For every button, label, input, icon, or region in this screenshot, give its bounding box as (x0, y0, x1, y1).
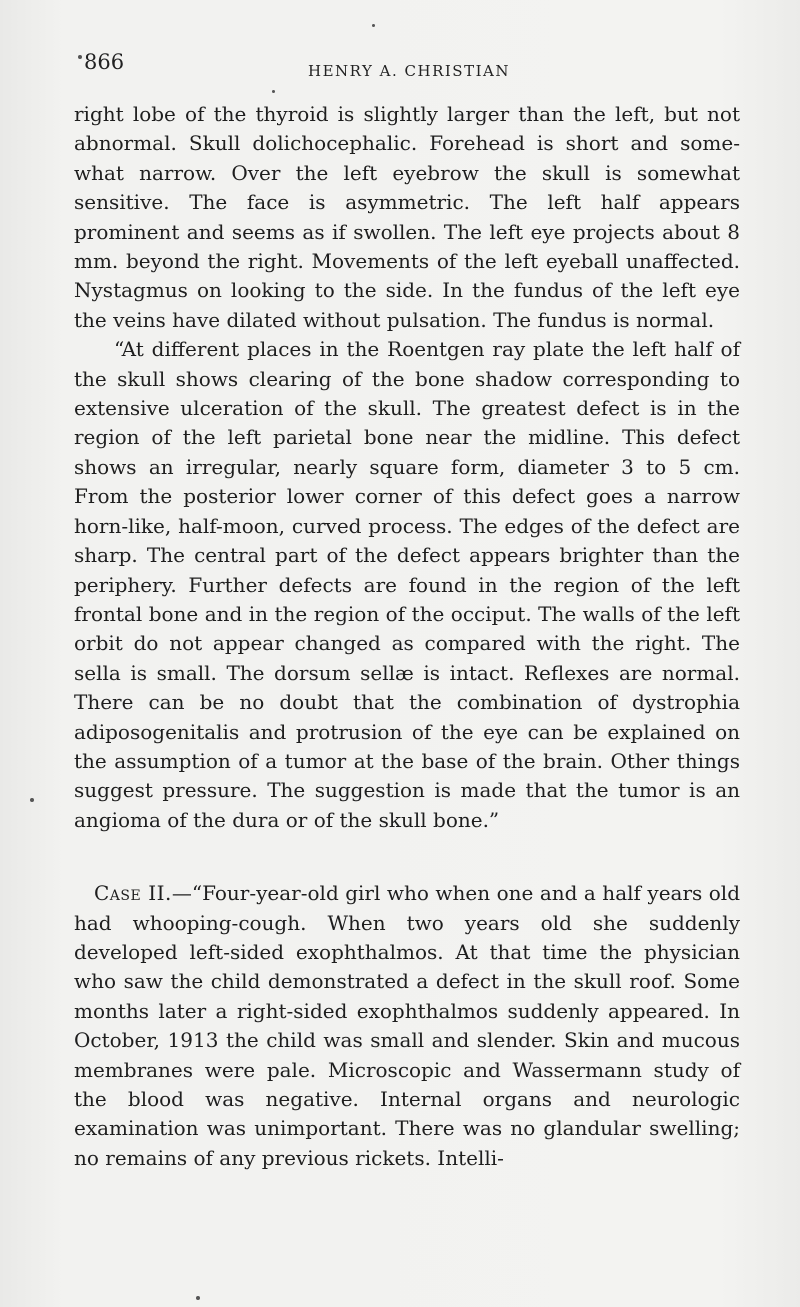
case-label: Case II. (94, 881, 172, 906)
case-paragraph (74, 879, 740, 1173)
ink-speck (30, 798, 34, 802)
page-header (70, 50, 750, 80)
running-head: HENRY A. CHRISTIAN (308, 62, 510, 80)
ink-speck (372, 24, 375, 27)
ink-speck (196, 1296, 200, 1300)
case-text: —“Four-year-old girl who when one and a half years old had whooping-cough. When two years old she suddenly developed left-sided exophthalmos. At that time the physician who saw the child demonstrated a defect in the skull roof. Some months later a right-sided exophthalmos suddenly appeared. In October, 1913 the child was small and slender. Skin and mucous membranes were pale. Microscopic and Wassermann study of the blood was negative. Internal organs and neurologic examination was unimportant. There was no glandular swelling; no remains of any previous rickets. Intelli- (74, 881, 740, 1170)
ink-speck (272, 90, 275, 93)
paragraph: right lobe of the thyroid is slightly larger than the left, but not abnormal. Skull dolichocephalic. Forehead is short and somewhat narrow. Over the left eyebrow the skull is somewhat sensitive. The face is asymmetric. The left half appears prominent and seems as if swollen. The left eye projects about 8 mm. beyond the right. Movements of the left eyeball unaffected. Nystagmus on looking to the side. In the fundus of the left eye the veins have dilated without pulsation. The fundus is normal. (74, 102, 740, 332)
paragraph: “At different places in the Roentgen ray plate the left half of the skull shows clearing of the bone shadow corresponding to extensive ulceration of the skull. The greatest defect is in the region of the left parietal bone near the midline. This defect shows an irregular, nearly square form, diameter 3 to 5 cm. From the posterior lower corner of this defect goes a narrow horn-like, half-moon, curved process. The edges of the defect are sharp. The central part of the defect appears brighter than the periphery. Further defects are found in the region of the left frontal bone and in the region of the occiput. The walls of the left orbit do not appear changed as compared with the right. The sella is small. The dorsum sellæ is intact. Reflexes are normal. There can be no doubt that the combination of dystrophia adiposogenitalis and protrusion of the eye can be explained on the assumption of a tumor at the base of the brain. Other things suggest pressure. The suggestion is made that the tumor is an angioma of the dura or of the skull bone.” (74, 337, 740, 832)
page-number: 866 (84, 50, 125, 74)
body-text (74, 100, 740, 1173)
